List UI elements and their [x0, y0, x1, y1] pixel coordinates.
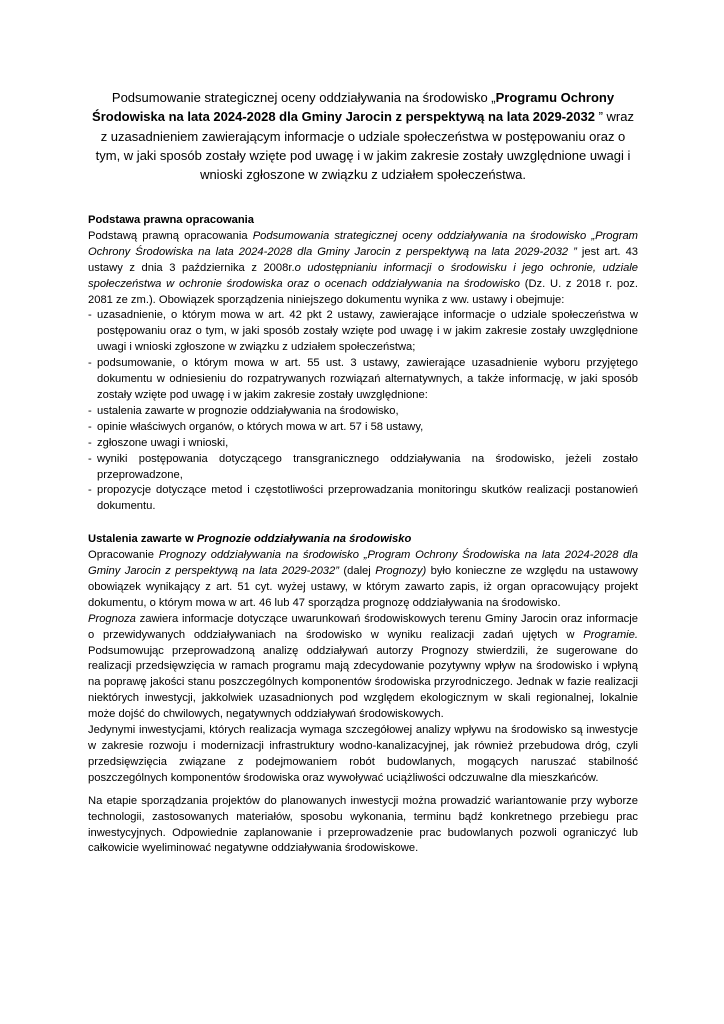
- title-text-end: ” wraz z uzasadnieniem zawierającym informacje o udziale społeczeństwa w postępowaniu oraz o tym, w jaki sposób zostały wzięte pod uwagę i w jakim zakresie zostały uwzględnione uwagi i wnioski zgłoszone w związku z udziałem społeczeństwa.: [95, 109, 634, 183]
- text-run: (Dz. U. z 2018 r. poz. 2081 ze zm.). Obowiązek sporządzenia niniejszego dokumentu wynika z ww. ustawy i obejmuje:: [88, 277, 638, 306]
- findings-paragraph-2: [88, 612, 638, 723]
- heading-text-italic: Prognozie oddziaływania na środowisko: [196, 533, 412, 546]
- text-run: jest art. 43 ustawy z dnia 3 października z 2008r.: [88, 245, 639, 274]
- list-item: - podsumowanie, o którym mowa w art. 55 ust. 3 ustawy, zawierające uzasadnienie wyboru przyjętego dokumentu w odniesieniu do rozpatrywanych rozwiązań alternatywnych, a także informację, w jaki sposób zostały wzięte pod uwagę i w jakim zakresie zostały uwzględnione:: [88, 356, 638, 404]
- list-item: - opinie właściwych organów, o których mowa w art. 57 i 58 ustawy,: [88, 420, 638, 436]
- text-run: Podstawą prawną opracowania: [88, 229, 253, 242]
- section-heading-legal-basis: Podstawa prawna opracowania: [88, 214, 254, 226]
- text-run-italic: Programie.: [583, 628, 638, 641]
- document-body: [88, 213, 638, 857]
- list-item: - propozycje dotyczące metod i częstotliwości przeprowadzania monitoringu skutków realizacji postanowień dokumentu.: [88, 483, 638, 515]
- obligations-list: [88, 308, 638, 515]
- list-item: - zgłoszone uwagi i wnioski,: [88, 436, 638, 452]
- text-run: Podsumowując przeprowadzoną analizę oddziaływań autorzy Prognozy stwierdzili, że sugerowane do realizacji przedsięwzięcia w ramach programu mają zdecydowanie pozytywny wpływ na środowisko i wpłyną na poprawę jakości stanu poszczególnych komponentów środowiska przyrodniczego. Jednak w fazie realizacji niektórych inwestycji, jakkolwiek uzasadnionych pod względem ekologicznym w skali regionalnej, lokalnie może dojść do chwilowych, negatywnych oddziaływań środowiskowych.: [88, 644, 638, 721]
- heading-text: Ustalenia zawarte w: [88, 533, 197, 546]
- findings-paragraph-3: Jedynymi inwestycjami, których realizacja wymaga szczegółowej analizy wpływu na środowisko są inwestycje w zakresie rozwoju i modernizacji infrastruktury wodno-kanalizacyjnej, jak również przebudowa dróg, czyli przedsięwzięcia związane z podejmowaniem robót budowlanych, mogących naruszać stabilność poszczególnych komponentów środowiska oraz wywoływać uciążliwości odczuwalne dla mieszkańców.: [88, 724, 638, 784]
- text-run-italic: o udostępnianiu informacji o środowisku i jego ochronie, udziale społeczeństwa w ochronie środowiska oraz o ocenach oddziaływania na środowisko: [88, 261, 638, 290]
- text-run: (dalej: [338, 565, 376, 578]
- text-run-italic: Prognozy): [375, 565, 427, 578]
- list-item: - ustalenia zawarte w prognozie oddziaływania na środowisko,: [88, 404, 638, 420]
- text-run: zawiera informacje dotyczące uwarunkowań środowiskowych terenu Gminy Jarocin oraz informacje o przewidywanych oddziaływaniach na środowisko w wyniku realizacji zadań ujętych w: [88, 612, 638, 641]
- section-heading-findings: [88, 532, 638, 548]
- list-item: - wyniki postępowania dotyczącego transgranicznego oddziaływania na środowisko, jeżeli zostało przeprowadzone,: [88, 452, 638, 484]
- findings-paragraph-1: [88, 548, 638, 612]
- list-item: - uzasadnienie, o którym mowa w art. 42 pkt 2 ustawy, zawierające informacje o udziale społeczeństwa w postępowaniu oraz o tym, w jaki sposób zostały wzięte pod uwagę i w jakim zakresie zostały uwzględnione uwagi i wnioski zgłoszone w związku z udziałem społeczeństwa;: [88, 308, 638, 356]
- findings-paragraph-4: Na etapie sporządzania projektów do planowanych inwestycji można prowadzić wariantowanie przy wyborze technologii, zastosowanych materiałów, sposobu wykonania, terminu bądź konkretnego przebiegu prac inwestycyjnych. Odpowiednie zaplanowanie i przeprowadzenie prac budowlanych pozwoli ograniczyć lub całkowicie wyeliminować negatywne oddziaływania środowiskowe.: [88, 794, 638, 855]
- legal-basis-paragraph: [88, 229, 638, 309]
- title-program-name: Programu Ochrony Środowiska na lata 2024-2028 dla Gminy Jarocin z perspektywą na lata 2029-2032: [92, 90, 615, 125]
- text-run-italic: Podsumowania strategicznej oceny oddziaływania na środowisko „Program Ochrony Środowiska na lata 2024-2028 dla Gminy Jarocin z perspektywą na lata 2029-2032 ”: [88, 229, 638, 258]
- text-run-italic: Prognoza: [88, 612, 136, 625]
- text-run: Opracowanie: [88, 549, 159, 562]
- text-run-italic: Prognozy oddziaływania na środowisko „Program Ochrony Środowiska na lata 2024-2028 dla Gminy Jarocin z perspektywą na lata 2029-2032”: [88, 549, 639, 578]
- title-text-start: Podsumowanie strategicznej oceny oddziaływania na środowisko „: [111, 90, 496, 105]
- document-title: [88, 88, 638, 184]
- text-run: było konieczne ze względu na ustawowy obowiązek wynikający z art. 51 cyt. wyżej ustawy, w którym zawarto zapis, iż organ opracowujący projekt dokumentu, o którym mowa w art. 46 lub 47 sporządza prognozę oddziaływania na środowisko.: [88, 565, 638, 609]
